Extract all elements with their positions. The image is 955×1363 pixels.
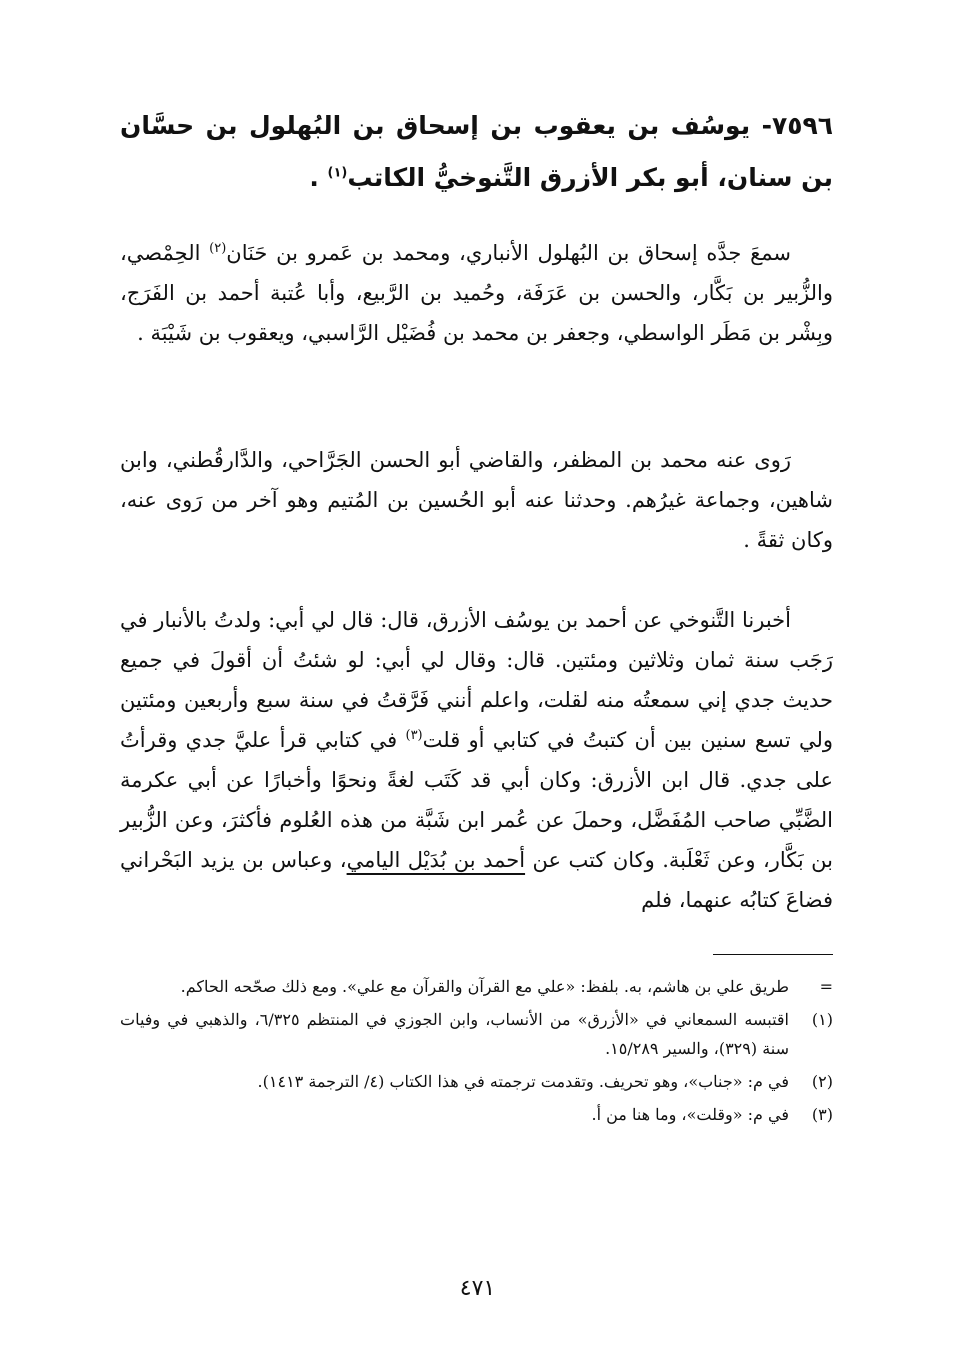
entry-heading-end: .: [309, 163, 328, 192]
footnote-1: [120, 1005, 833, 1063]
paragraph-narration: [120, 600, 833, 920]
paragraph-teachers: [120, 233, 833, 353]
footnote-number: (١): [811, 1010, 833, 1029]
footnote-2: [120, 1067, 833, 1096]
paragraph-text: ، وعباس بن يزيد البَحْراني فضاعَ كتابُه عنهما، فلم: [120, 848, 833, 912]
paragraph-text: الحِمْصي، والزُّبير بن بَكَّار، والحسن بن عَرَفَة، وحُميد بن الرَّبيع، وأبا عُتبة أحمد بن الفَرَج، وبِشْر بن مَطَر الواسطي، وجعفر بن محمد بن فُضَيْل الرَّاسبي، ويعقوب بن شَيْبَة .: [120, 241, 833, 345]
paragraph-text: رَوى عنه محمد بن المظفر، والقاضي أبو الحسن الجَرَّاحي، والدَّارقُطني، وابن شاهين، وجماعة غيرُهم. وحدثنا عنه أبو الحُسين بن المُتيم وهو آخر من رَوى عنه، وكان ثقةً .: [120, 448, 833, 552]
footnote-text: اقتبسه السمعاني في «الأزرق» من الأنساب، وابن الجوزي في المنتظم ٦/٣٢٥، والذهبي في وفيات سنة (٣٢٩)، والسير ١٥/٢٨٩.: [120, 1010, 790, 1058]
entry-heading: [120, 100, 833, 204]
page-number: ٤٧١: [459, 1276, 496, 1301]
footnotes: [120, 972, 833, 1133]
footnote-divider: [713, 954, 833, 955]
paragraph-text: في كتابي قرأ عليَّ جدي وقرأتُ على جدي. قال ابن الأزرق: وكان أبي قد كَتَب لغةً ونحوًا وأخبارًا عن أبي عكرمة الضَّبِّي صاحب المُفَضَّل، وحملَ عن عُمر ابن شَبَّة من هذه العُلوم فأكثرَ، وعن الزُّبير بن بَكَّار، وعن ثَعْلَبة. وكان كتب عن: [120, 728, 833, 872]
footnote-number: =: [819, 977, 833, 996]
footnote-3: [120, 1100, 833, 1129]
underlined-name: أحمد بن بُدَيْل اليامي: [346, 848, 526, 872]
footnote-text: في م: «وقلت»، وما هنا من أ.: [591, 1105, 789, 1124]
footnote-ref-1[interactable]: (١): [327, 165, 348, 181]
footnote-continued: [120, 972, 833, 1001]
paragraph-students: [120, 440, 833, 560]
entry-heading-text: ٧٥٩٦- يوسُف بن يعقوب بن إسحاق بن البُهلول بن حسَّان بن سنان، أبو بكر الأزرق التَّنوخيُّ الكاتب: [120, 111, 833, 192]
footnote-text: طريق علي بن هاشم، به. بلفظ: «علي مع القرآن والقرآن مع علي». ومع ذلك صحّحه الحاكم.: [180, 977, 789, 996]
footnote-number: (٣): [811, 1105, 833, 1124]
footnote-text: في م: «جناب»، وهو تحريف. وتقدمت ترجمته في هذا الكتاب (٤/ الترجمة ١٤١٣).: [257, 1072, 789, 1091]
footnote-ref-2[interactable]: (٢): [209, 241, 227, 256]
paragraph-text: أخبرنا التَّنوخي عن أحمد بن يوسُف الأزرق، قال: قال لي أبي: ولدتُ بالأنبار في رَجَب سنة ثمان وثلاثين ومئتين. قال: وقال لي أبي: لو شئتُ أن أقولَ في جميع حديث جدي إني سمعتُه منه لقلت، واعلم أنني فَرَّقتُ في سنة سبع وأربعين ومئتين ولي تسع سنين بين أن كتبتُ في كتابي أو قلت: [120, 608, 833, 752]
footnote-ref-3[interactable]: (٣): [405, 728, 423, 743]
footnote-number: (٢): [811, 1072, 833, 1091]
paragraph-text: سمعَ جدَّه إسحاق بن البُهلول الأنباري، ومحمد بن عَمرو بن حَنَان: [226, 241, 791, 265]
